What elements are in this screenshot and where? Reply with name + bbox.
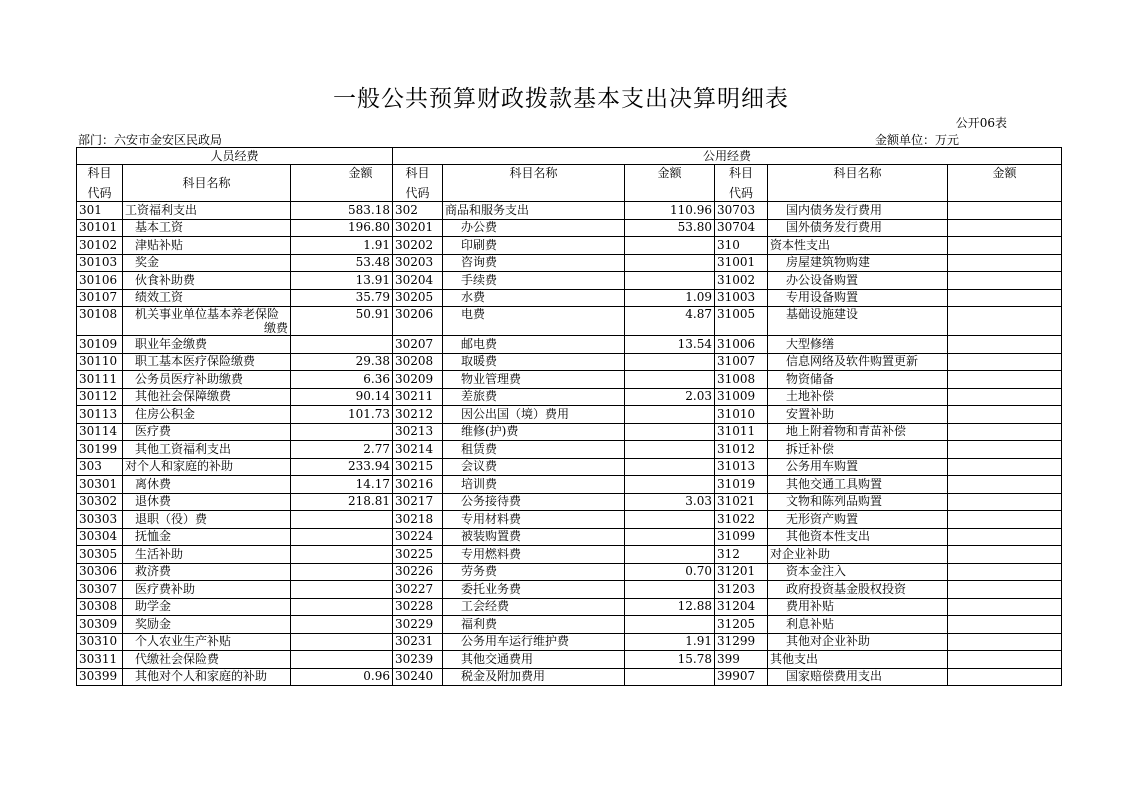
subject-name: 大型修缮 (768, 336, 948, 354)
subject-name: 公务用车购置 (768, 458, 948, 476)
amount-value (948, 493, 1062, 511)
subject-name: 手续费 (443, 272, 625, 290)
subject-code: 399 (715, 651, 768, 669)
subject-name: 公务接待费 (443, 493, 625, 511)
amount-value: 29.38 (291, 353, 393, 371)
subject-code: 30399 (77, 668, 123, 686)
subject-code: 30231 (393, 633, 443, 651)
subject-code: 31011 (715, 423, 768, 441)
col-header-name: 科目名称 (123, 165, 291, 202)
subject-name: 奖励金 (123, 616, 291, 634)
amount-value: 218.81 (291, 493, 393, 511)
subject-name-line2: 缴费 (263, 321, 288, 335)
table-body (77, 202, 1062, 686)
amount-value (625, 528, 715, 546)
subject-code: 31013 (715, 458, 768, 476)
amount-value (948, 616, 1062, 634)
table-row (77, 237, 1062, 255)
amount-value (625, 476, 715, 494)
amount-value (291, 651, 393, 669)
subject-code: 30212 (393, 406, 443, 424)
col-header-amount: 金额 (948, 165, 1062, 202)
amount-value (625, 441, 715, 459)
subject-name: 专用设备购置 (768, 289, 948, 307)
subject-name: 工资福利支出 (123, 202, 291, 220)
subject-name: 抚恤金 (123, 528, 291, 546)
subject-name: 安置补助 (768, 406, 948, 424)
subject-name: 其他社会保障缴费 (123, 388, 291, 406)
subject-name: 津贴补贴 (123, 237, 291, 255)
amount-value: 6.36 (291, 371, 393, 389)
subject-name: 地上附着物和青苗补偿 (768, 423, 948, 441)
table-row (77, 371, 1062, 389)
subject-name: 职业年金缴费 (123, 336, 291, 354)
amount-value: 3.03 (625, 493, 715, 511)
table-row (77, 219, 1062, 237)
subject-code: 31204 (715, 598, 768, 616)
subject-name: 工会经费 (443, 598, 625, 616)
table-row (77, 441, 1062, 459)
table-row (77, 406, 1062, 424)
subject-code: 30307 (77, 581, 123, 599)
amount-value (948, 371, 1062, 389)
subject-code: 30101 (77, 219, 123, 237)
subject-name: 对企业补助 (768, 546, 948, 564)
subject-name: 专用燃料费 (443, 546, 625, 564)
subject-name: 基本工资 (123, 219, 291, 237)
table-row (77, 546, 1062, 564)
subject-code: 30208 (393, 353, 443, 371)
subject-name: 其他资本性支出 (768, 528, 948, 546)
table-row (77, 633, 1062, 651)
subject-code: 30306 (77, 563, 123, 581)
subject-name: 取暖费 (443, 353, 625, 371)
col-header-code-top: 科目 (715, 165, 768, 185)
subject-name (123, 307, 291, 336)
col-header-code-top: 科目 (393, 165, 443, 185)
col-header-name: 科目名称 (768, 165, 948, 202)
amount-value (291, 546, 393, 564)
amount-value (625, 353, 715, 371)
subject-name: 利息补贴 (768, 616, 948, 634)
subject-code: 30301 (77, 476, 123, 494)
amount-value (948, 581, 1062, 599)
subject-code: 30216 (393, 476, 443, 494)
expenditure-table (76, 147, 1062, 686)
col-header-name: 科目名称 (443, 165, 625, 202)
subject-code: 39907 (715, 668, 768, 686)
amount-value (948, 476, 1062, 494)
subject-code: 31007 (715, 353, 768, 371)
amount-value: 2.77 (291, 441, 393, 459)
amount-value (948, 528, 1062, 546)
subject-code: 30703 (715, 202, 768, 220)
amount-value (948, 633, 1062, 651)
amount-value: 50.91 (291, 307, 393, 336)
table-row (77, 598, 1062, 616)
subject-name: 税金及附加费用 (443, 668, 625, 686)
subject-name: 其他工资福利支出 (123, 441, 291, 459)
subject-code: 31005 (715, 307, 768, 336)
subject-code: 30107 (77, 289, 123, 307)
amount-value (948, 272, 1062, 290)
subject-name: 无形资产购置 (768, 511, 948, 529)
col-header-code-bottom: 代码 (393, 184, 443, 202)
subject-code: 30308 (77, 598, 123, 616)
amount-value (625, 371, 715, 389)
subject-code: 30111 (77, 371, 123, 389)
subject-code: 30304 (77, 528, 123, 546)
subject-code: 30217 (393, 493, 443, 511)
subject-name: 退职（役）费 (123, 511, 291, 529)
amount-value: 90.14 (291, 388, 393, 406)
subject-name: 公务员医疗补助缴费 (123, 371, 291, 389)
subject-code: 30114 (77, 423, 123, 441)
amount-value (948, 388, 1062, 406)
subject-code: 30203 (393, 254, 443, 272)
amount-unit-label: 金额单位：万元 (875, 133, 960, 147)
subject-name: 资本金注入 (768, 563, 948, 581)
subject-name: 奖金 (123, 254, 291, 272)
subject-code: 30311 (77, 651, 123, 669)
subject-name: 信息网络及软件购置更新 (768, 353, 948, 371)
subject-code: 31008 (715, 371, 768, 389)
amount-value: 0.96 (291, 668, 393, 686)
subject-code: 31201 (715, 563, 768, 581)
subject-code: 30205 (393, 289, 443, 307)
subject-code: 30224 (393, 528, 443, 546)
amount-value (291, 336, 393, 354)
subject-code: 30218 (393, 511, 443, 529)
subject-code: 30213 (393, 423, 443, 441)
subject-code: 31205 (715, 616, 768, 634)
amount-value (948, 651, 1062, 669)
subject-code: 30201 (393, 219, 443, 237)
subject-name: 租赁费 (443, 441, 625, 459)
amount-value: 13.91 (291, 272, 393, 290)
amount-value (948, 237, 1062, 255)
subject-name: 其他对个人和家庭的补助 (123, 668, 291, 686)
subject-code: 30108 (77, 307, 123, 336)
amount-value (948, 307, 1062, 336)
subject-name: 代缴社会保险费 (123, 651, 291, 669)
table-row (77, 493, 1062, 511)
amount-value (625, 546, 715, 564)
subject-name: 办公设备购置 (768, 272, 948, 290)
subject-name: 邮电费 (443, 336, 625, 354)
subject-name: 会议费 (443, 458, 625, 476)
amount-value: 53.48 (291, 254, 393, 272)
subject-name: 费用补贴 (768, 598, 948, 616)
subject-name: 住房公积金 (123, 406, 291, 424)
amount-value (625, 668, 715, 686)
amount-value (625, 581, 715, 599)
subject-code: 30310 (77, 633, 123, 651)
subject-name: 物资储备 (768, 371, 948, 389)
subject-name: 退休费 (123, 493, 291, 511)
subject-code: 30229 (393, 616, 443, 634)
subject-code: 30207 (393, 336, 443, 354)
subject-code: 30302 (77, 493, 123, 511)
subject-code: 31299 (715, 633, 768, 651)
subject-code: 30113 (77, 406, 123, 424)
subject-name: 其他交通费用 (443, 651, 625, 669)
subject-name: 其他交通工具购置 (768, 476, 948, 494)
subject-name: 其他支出 (768, 651, 948, 669)
subject-code: 31012 (715, 441, 768, 459)
col-header-amount: 金额 (625, 165, 715, 202)
subject-name: 因公出国（境）费用 (443, 406, 625, 424)
table-row (77, 307, 1062, 336)
subject-code: 30106 (77, 272, 123, 290)
subject-name: 资本性支出 (768, 237, 948, 255)
subject-name: 房屋建筑物购建 (768, 254, 948, 272)
amount-value: 233.94 (291, 458, 393, 476)
amount-value (948, 336, 1062, 354)
subject-code: 31203 (715, 581, 768, 599)
amount-value: 35.79 (291, 289, 393, 307)
col-header-amount: 金额 (291, 165, 393, 202)
table-row (77, 336, 1062, 354)
subject-code: 30303 (77, 511, 123, 529)
amount-value (291, 423, 393, 441)
table-row (77, 616, 1062, 634)
subject-name: 培训费 (443, 476, 625, 494)
amount-value: 53.80 (625, 219, 715, 237)
subject-code: 30226 (393, 563, 443, 581)
amount-value (948, 511, 1062, 529)
subject-code: 31021 (715, 493, 768, 511)
subject-name: 物业管理费 (443, 371, 625, 389)
subject-code: 30225 (393, 546, 443, 564)
subject-name: 医疗费 (123, 423, 291, 441)
amount-value (625, 254, 715, 272)
subject-code: 30102 (77, 237, 123, 255)
subject-code: 30305 (77, 546, 123, 564)
table-row (77, 423, 1062, 441)
amount-value: 1.91 (291, 237, 393, 255)
subject-name: 救济费 (123, 563, 291, 581)
subject-code: 30204 (393, 272, 443, 290)
amount-value (948, 289, 1062, 307)
subject-code: 30239 (393, 651, 443, 669)
subject-code: 30112 (77, 388, 123, 406)
amount-value (948, 406, 1062, 424)
amount-value: 13.54 (625, 336, 715, 354)
subject-code: 31009 (715, 388, 768, 406)
subject-name: 办公费 (443, 219, 625, 237)
amount-value (948, 254, 1062, 272)
subject-code: 31099 (715, 528, 768, 546)
amount-value (625, 237, 715, 255)
subject-name: 伙食补助费 (123, 272, 291, 290)
subject-name: 福利费 (443, 616, 625, 634)
table-row (77, 289, 1062, 307)
page-title: 一般公共预算财政拨款基本支出决算明细表 (333, 86, 789, 112)
amount-value (625, 406, 715, 424)
subject-code: 303 (77, 458, 123, 476)
amount-value (291, 616, 393, 634)
subject-code: 30704 (715, 219, 768, 237)
amount-value: 4.87 (625, 307, 715, 336)
amount-value (291, 528, 393, 546)
amount-value: 15.78 (625, 651, 715, 669)
table-row (77, 272, 1062, 290)
subject-name: 印刷费 (443, 237, 625, 255)
subject-code: 30103 (77, 254, 123, 272)
table-row (77, 458, 1062, 476)
subject-name: 电费 (443, 307, 625, 336)
subject-code: 30202 (393, 237, 443, 255)
amount-value (291, 511, 393, 529)
subject-name: 医疗费补助 (123, 581, 291, 599)
amount-value (291, 581, 393, 599)
amount-value (291, 563, 393, 581)
amount-value (948, 202, 1062, 220)
subject-name: 绩效工资 (123, 289, 291, 307)
table-row (77, 528, 1062, 546)
amount-value (625, 423, 715, 441)
amount-value: 196.80 (291, 219, 393, 237)
subject-name: 维修(护)费 (443, 423, 625, 441)
subject-code: 30309 (77, 616, 123, 634)
subject-name: 水费 (443, 289, 625, 307)
subject-code: 31010 (715, 406, 768, 424)
amount-value (625, 511, 715, 529)
table-row (77, 563, 1062, 581)
subject-code: 31001 (715, 254, 768, 272)
subject-name-line1: 机关事业单位基本养老保险 (135, 307, 280, 321)
subject-code: 31006 (715, 336, 768, 354)
subject-name: 公务用车运行维护费 (443, 633, 625, 651)
subject-code: 30240 (393, 668, 443, 686)
subject-name: 国外债务发行费用 (768, 219, 948, 237)
col-header-code-bottom: 代码 (77, 184, 123, 202)
form-number: 公开06表 (955, 116, 1007, 130)
subject-code: 30109 (77, 336, 123, 354)
amount-value (948, 546, 1062, 564)
amount-value (291, 633, 393, 651)
subject-name: 个人农业生产补贴 (123, 633, 291, 651)
group-header-public: 公用经费 (393, 148, 1062, 165)
table-row (77, 254, 1062, 272)
subject-name: 文物和陈列品购置 (768, 493, 948, 511)
subject-code: 31002 (715, 272, 768, 290)
subject-code: 312 (715, 546, 768, 564)
subject-code: 30110 (77, 353, 123, 371)
table-row (77, 511, 1062, 529)
table-row (77, 353, 1062, 371)
subject-code: 30227 (393, 581, 443, 599)
amount-value: 101.73 (291, 406, 393, 424)
amount-value: 12.88 (625, 598, 715, 616)
subject-name: 拆迁补偿 (768, 441, 948, 459)
amount-value (948, 563, 1062, 581)
subject-name: 生活补助 (123, 546, 291, 564)
subject-name: 咨询费 (443, 254, 625, 272)
amount-value: 1.09 (625, 289, 715, 307)
subject-code: 30214 (393, 441, 443, 459)
subject-name: 政府投资基金股权投资 (768, 581, 948, 599)
amount-value (625, 616, 715, 634)
subject-name: 被装购置费 (443, 528, 625, 546)
subject-code: 30199 (77, 441, 123, 459)
col-header-code-top: 科目 (77, 165, 123, 185)
subject-code: 30215 (393, 458, 443, 476)
table-row (77, 668, 1062, 686)
table-row (77, 388, 1062, 406)
subject-name: 职工基本医疗保险缴费 (123, 353, 291, 371)
subject-name: 国内债务发行费用 (768, 202, 948, 220)
col-header-code-bottom: 代码 (715, 184, 768, 202)
subject-code: 31022 (715, 511, 768, 529)
subject-name: 商品和服务支出 (443, 202, 625, 220)
table-row (77, 202, 1062, 220)
amount-value (948, 441, 1062, 459)
subject-code: 30206 (393, 307, 443, 336)
amount-value (948, 219, 1062, 237)
amount-value: 110.96 (625, 202, 715, 220)
department-label: 部门：六安市金安区民政局 (78, 133, 223, 147)
table-row (77, 476, 1062, 494)
subject-name: 专用材料费 (443, 511, 625, 529)
subject-name: 离休费 (123, 476, 291, 494)
table-row (77, 581, 1062, 599)
subject-code: 301 (77, 202, 123, 220)
amount-value (625, 458, 715, 476)
amount-value (948, 423, 1062, 441)
subject-name: 其他对企业补助 (768, 633, 948, 651)
subject-code: 30228 (393, 598, 443, 616)
subject-code: 30211 (393, 388, 443, 406)
subject-name: 土地补偿 (768, 388, 948, 406)
amount-value: 14.17 (291, 476, 393, 494)
amount-value (291, 598, 393, 616)
subject-name: 助学金 (123, 598, 291, 616)
amount-value (948, 598, 1062, 616)
subject-name: 委托业务费 (443, 581, 625, 599)
subject-name: 基础设施建设 (768, 307, 948, 336)
subject-code: 31019 (715, 476, 768, 494)
subject-code: 30209 (393, 371, 443, 389)
subject-code: 302 (393, 202, 443, 220)
amount-value: 0.70 (625, 563, 715, 581)
subject-code: 31003 (715, 289, 768, 307)
amount-value (625, 272, 715, 290)
amount-value: 583.18 (291, 202, 393, 220)
amount-value (948, 458, 1062, 476)
subject-name: 对个人和家庭的补助 (123, 458, 291, 476)
table-row (77, 651, 1062, 669)
amount-value: 1.91 (625, 633, 715, 651)
group-header-personnel: 人员经费 (77, 148, 393, 165)
subject-name: 国家赔偿费用支出 (768, 668, 948, 686)
subject-name: 劳务费 (443, 563, 625, 581)
amount-value (948, 353, 1062, 371)
subject-name: 差旅费 (443, 388, 625, 406)
amount-value: 2.03 (625, 388, 715, 406)
amount-value (948, 668, 1062, 686)
subject-code: 310 (715, 237, 768, 255)
